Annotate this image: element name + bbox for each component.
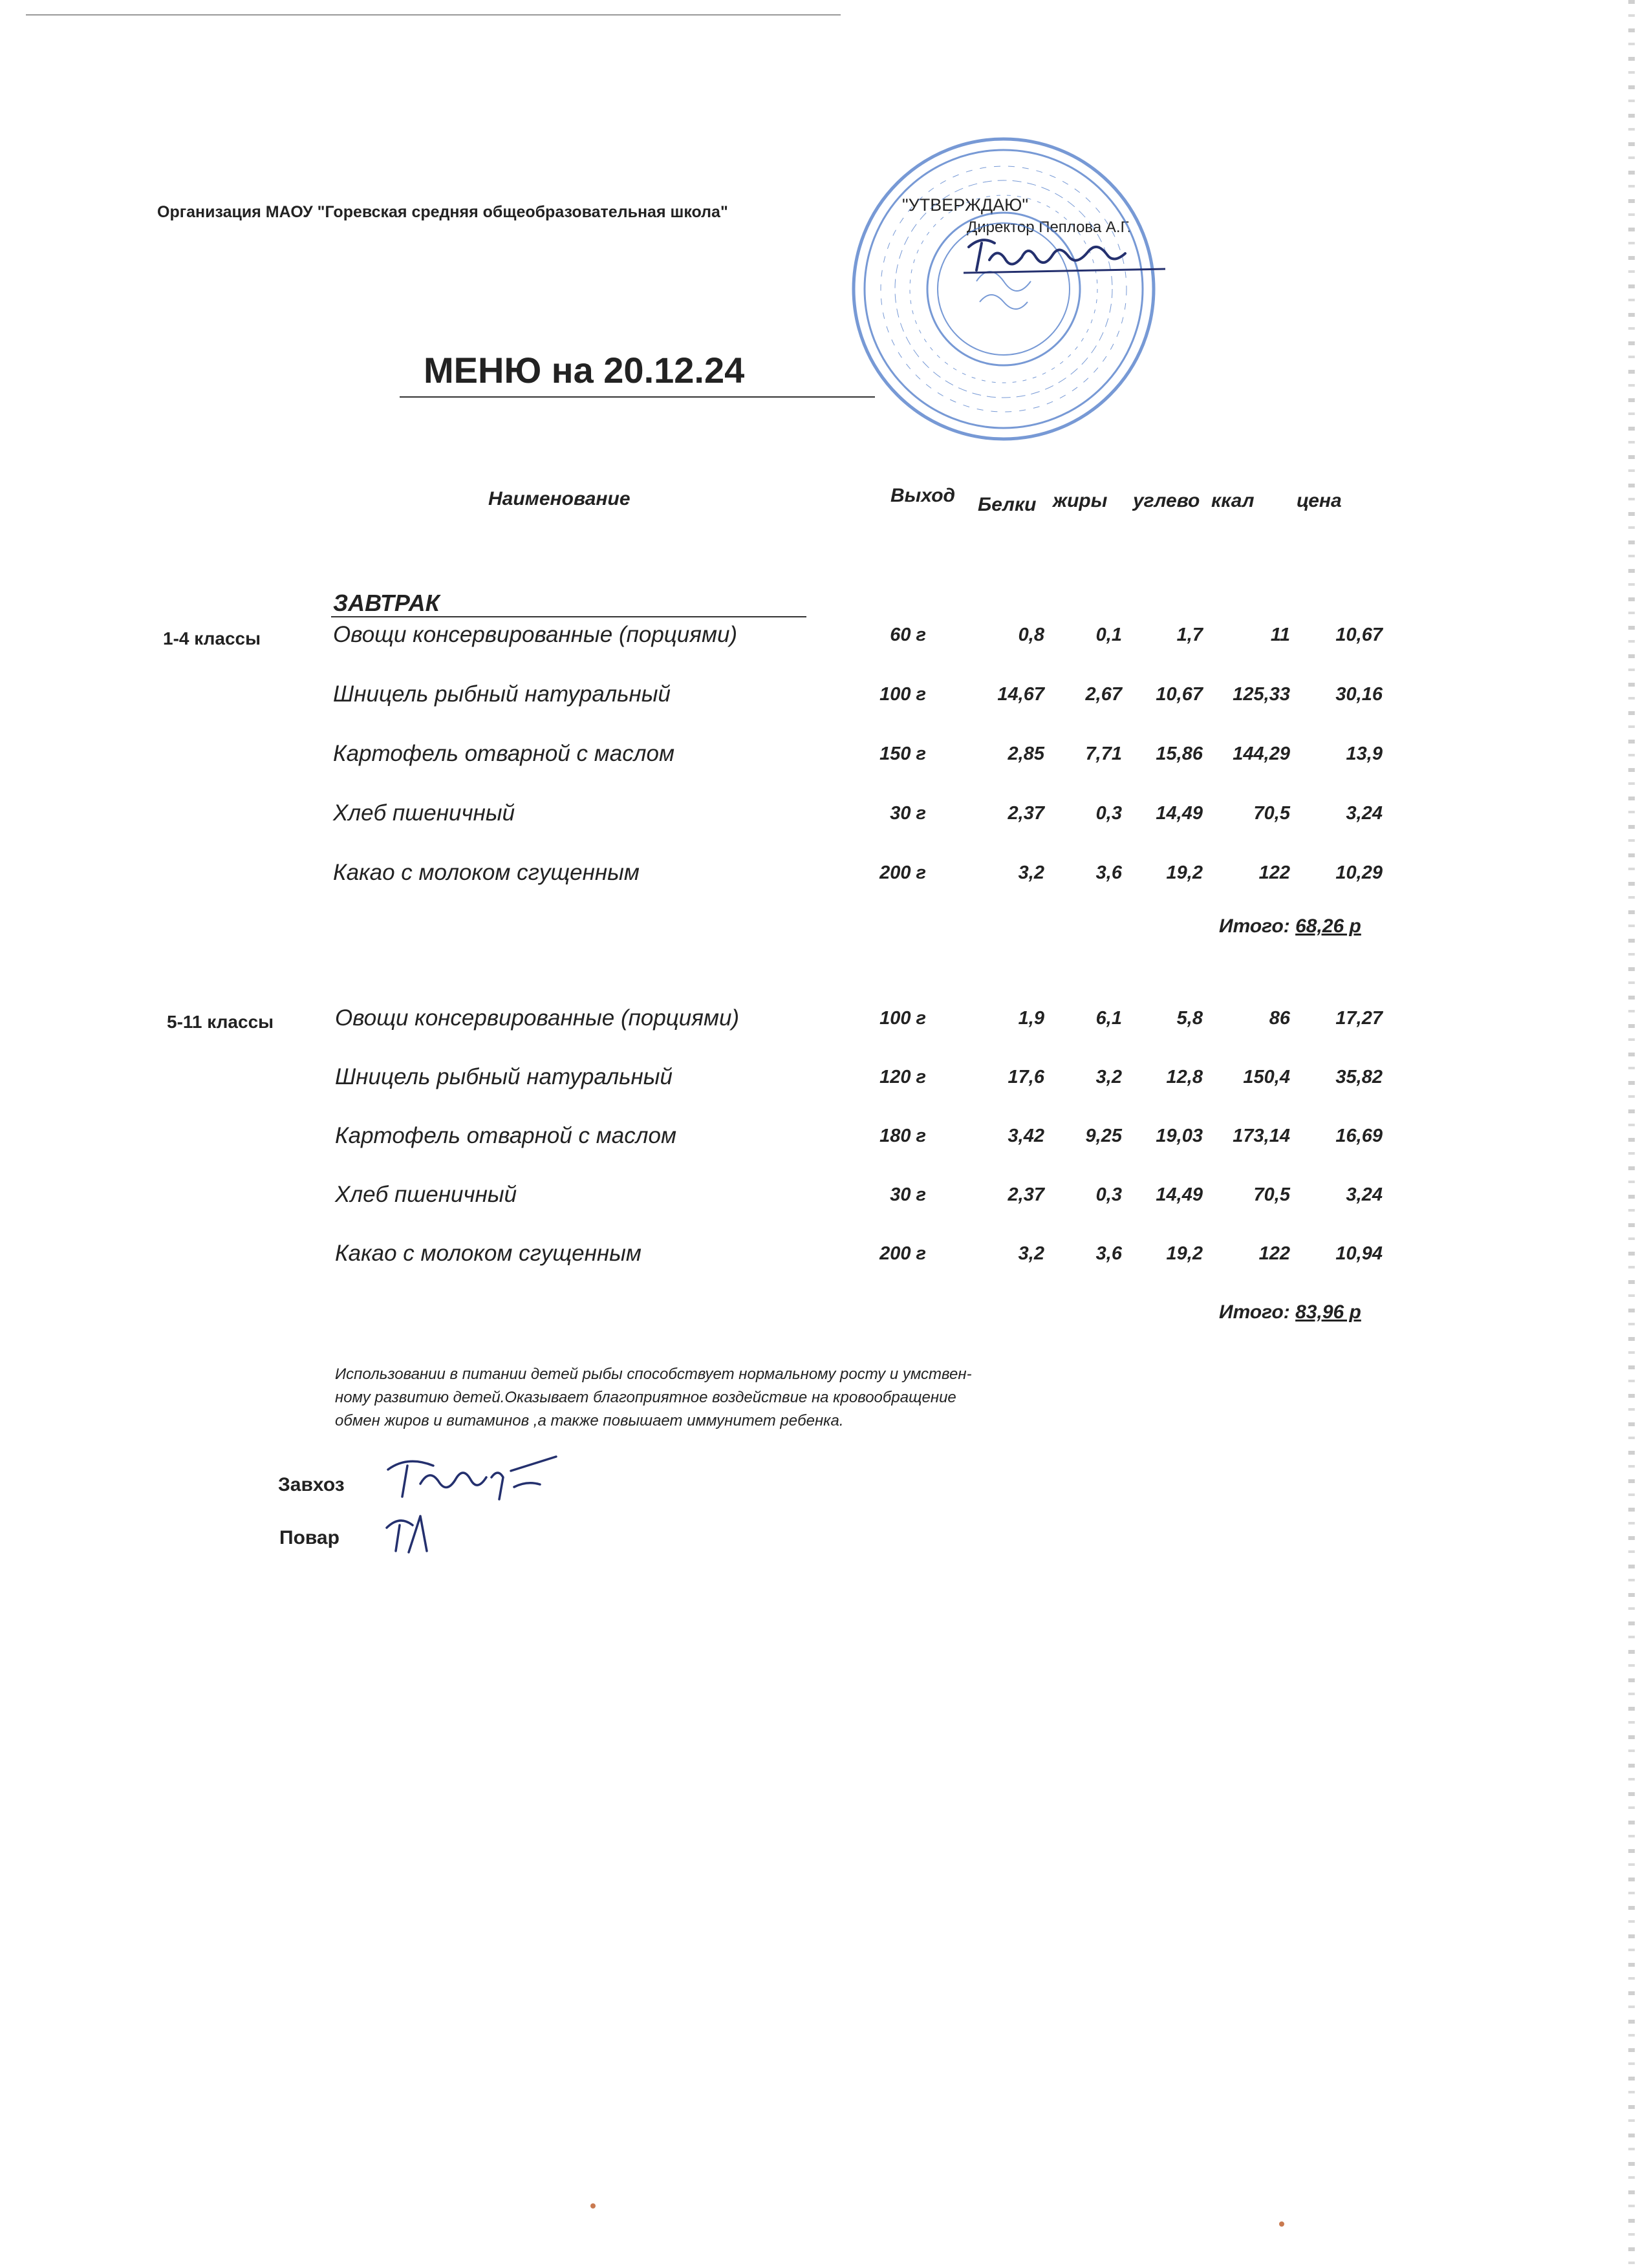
kcal-cell: 86 (1269, 1008, 1290, 1029)
title-underline (400, 396, 875, 398)
col-kcal-header: ккал (1211, 490, 1255, 511)
page-title: МЕНЮ на 20.12.24 (424, 350, 745, 390)
carbs-cell: 10,67 (1156, 684, 1203, 705)
price-cell: 10,94 (1335, 1243, 1383, 1264)
yield-cell: 180 г (879, 1126, 926, 1146)
price-cell: 3,24 (1346, 1184, 1383, 1205)
table-row (0, 1182, 1649, 1214)
col-protein-header: Белки (978, 494, 1037, 515)
kcal-cell: 70,5 (1253, 1184, 1290, 1205)
dish-name: Шницель рыбный натуральный (333, 681, 671, 707)
carbs-cell: 12,8 (1166, 1067, 1203, 1087)
table-row (0, 1005, 1649, 1038)
fat-cell: 3,6 (1095, 862, 1122, 883)
price-cell: 16,69 (1335, 1126, 1383, 1146)
table-row (0, 622, 1649, 654)
col-fat-header: жиры (1053, 490, 1108, 511)
kcal-cell: 122 (1258, 862, 1290, 883)
carbs-cell: 5,8 (1176, 1008, 1203, 1029)
yield-cell: 100 г (879, 1008, 926, 1029)
kcal-cell: 125,33 (1233, 684, 1290, 705)
dish-name: Картофель отварной с маслом (335, 1123, 676, 1148)
yield-cell: 100 г (879, 684, 926, 705)
dish-name: Какао с молоком сгущенным (335, 1241, 641, 1266)
kcal-cell: 122 (1258, 1243, 1290, 1264)
carbs-cell: 15,86 (1156, 744, 1203, 764)
group-total (1219, 915, 1361, 937)
organization-line: Организация МАОУ "Горевская средняя общеобразовательная школа" (157, 203, 728, 221)
note-line: ному развитию детей.Оказывает благоприятное воздействие на кровообращение (335, 1389, 956, 1406)
yield-cell: 30 г (890, 1184, 926, 1205)
protein-cell: 17,6 (1008, 1067, 1044, 1087)
kcal-cell: 150,4 (1243, 1067, 1290, 1087)
fat-cell: 3,2 (1095, 1067, 1122, 1087)
total-label: Итого: (1219, 1301, 1290, 1323)
approve-label: "УТВЕРЖДАЮ" (902, 195, 1029, 215)
carbs-cell: 19,2 (1166, 1243, 1203, 1264)
protein-cell: 3,42 (1008, 1126, 1044, 1146)
carbs-cell: 14,49 (1156, 1184, 1203, 1205)
carbs-cell: 1,7 (1176, 625, 1203, 645)
price-cell: 30,16 (1335, 684, 1383, 705)
storekeeper-label: Завхоз (278, 1474, 345, 1495)
table-row (0, 860, 1649, 892)
yield-cell: 120 г (879, 1067, 926, 1087)
fat-cell: 0,3 (1095, 803, 1122, 824)
protein-cell: 2,37 (1008, 803, 1044, 824)
col-carbs-header: углево (1133, 490, 1200, 511)
col-name-header: Наименование (488, 488, 630, 509)
col-price-header: цена (1297, 490, 1342, 511)
carbs-cell: 14,49 (1156, 803, 1203, 824)
group-total (1219, 1301, 1361, 1323)
table-row (0, 741, 1649, 773)
kcal-cell: 70,5 (1253, 803, 1290, 824)
dish-name: Хлеб пшеничный (333, 800, 515, 826)
dish-name: Хлеб пшеничный (335, 1182, 517, 1207)
cook-signature (382, 1510, 453, 1558)
protein-cell: 3,2 (1018, 1243, 1044, 1264)
dish-name: Шницель рыбный натуральный (335, 1064, 673, 1089)
note-line: Использовании в питании детей рыбы способствует нормальному росту и умствен- (335, 1365, 972, 1383)
official-stamp (847, 133, 1161, 446)
table-row (0, 1241, 1649, 1273)
dish-name: Овощи консервированные (порциями) (335, 1005, 740, 1031)
cook-label: Повар (279, 1527, 339, 1548)
price-cell: 13,9 (1346, 744, 1383, 764)
col-yield-header: Выход (890, 485, 956, 506)
kcal-cell: 173,14 (1233, 1126, 1290, 1146)
total-value: 68,26 р (1295, 915, 1361, 937)
protein-cell: 1,9 (1018, 1008, 1044, 1029)
section-underline (331, 616, 806, 617)
table-row (0, 1123, 1649, 1155)
scan-speck (1279, 2221, 1284, 2227)
price-cell: 10,29 (1335, 862, 1383, 883)
director-name: Директор Пеплова А.Г. (967, 219, 1132, 236)
carbs-cell: 19,03 (1156, 1126, 1203, 1146)
group-label: 5-11 классы (167, 1012, 274, 1032)
storekeeper-signature (382, 1451, 563, 1510)
dish-name: Какао с молоком сгущенным (333, 860, 640, 885)
table-row (0, 1064, 1649, 1097)
section-title: ЗАВТРАК (333, 590, 440, 616)
group-label: 1-4 классы (163, 628, 261, 648)
total-label: Итого: (1219, 915, 1290, 937)
protein-cell: 14,67 (997, 684, 1044, 705)
price-cell: 3,24 (1346, 803, 1383, 824)
fat-cell: 3,6 (1095, 1243, 1122, 1264)
protein-cell: 2,37 (1008, 1184, 1044, 1205)
yield-cell: 150 г (879, 744, 926, 764)
table-row (0, 800, 1649, 833)
yield-cell: 200 г (879, 862, 926, 883)
scan-top-line (26, 14, 841, 16)
director-signature (964, 234, 1170, 279)
table-row (0, 681, 1649, 714)
kcal-cell: 11 (1270, 625, 1290, 645)
protein-cell: 2,85 (1008, 744, 1044, 764)
fat-cell: 9,25 (1085, 1126, 1122, 1146)
price-cell: 35,82 (1335, 1067, 1383, 1087)
scan-speck (590, 2203, 596, 2209)
dish-name: Картофель отварной с маслом (333, 741, 674, 766)
fat-cell: 6,1 (1095, 1008, 1122, 1029)
price-cell: 17,27 (1335, 1008, 1383, 1029)
fat-cell: 0,3 (1095, 1184, 1122, 1205)
total-value: 83,96 р (1295, 1301, 1361, 1323)
fat-cell: 0,1 (1095, 625, 1122, 645)
fat-cell: 7,71 (1085, 744, 1122, 764)
protein-cell: 0,8 (1018, 625, 1044, 645)
yield-cell: 30 г (890, 803, 926, 824)
protein-cell: 3,2 (1018, 862, 1044, 883)
note-line: обмен жиров и витаминов ,а также повышает иммунитет ребенка. (335, 1412, 844, 1429)
dish-name: Овощи консервированные (порциями) (333, 622, 738, 647)
fat-cell: 2,67 (1085, 684, 1122, 705)
kcal-cell: 144,29 (1233, 744, 1290, 764)
yield-cell: 200 г (879, 1243, 926, 1264)
yield-cell: 60 г (890, 625, 926, 645)
price-cell: 10,67 (1335, 625, 1383, 645)
carbs-cell: 19,2 (1166, 862, 1203, 883)
